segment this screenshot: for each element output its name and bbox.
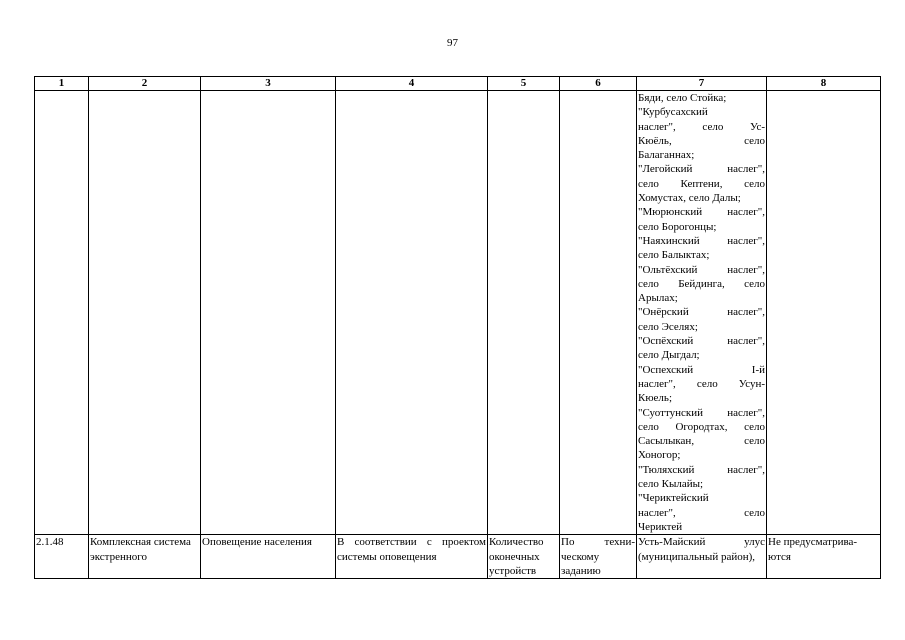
cell-continuation-1 <box>35 91 89 535</box>
table-row-2-1-48 <box>35 535 881 579</box>
location-line: село Балыктах; <box>638 249 710 262</box>
location-line: село Эселях; <box>638 320 698 333</box>
cell-continuation-5 <box>488 91 560 535</box>
location-line: Кюёль, село <box>638 134 765 147</box>
location-line: наслег", село Ус- <box>638 120 765 133</box>
cell-indicator: Количество оконечных устройств <box>488 535 560 579</box>
column-header-5: 5 <box>488 77 560 91</box>
location-line: село Кылайы; <box>638 478 704 491</box>
location-line: "Оспёхский наслег", <box>638 335 765 348</box>
cell-continuation-3 <box>201 91 336 535</box>
location-line: "Онёрский наслег", <box>638 306 765 319</box>
location-line: село Дыгдал; <box>638 349 700 362</box>
location-line: Сасылыкан, село <box>638 435 765 448</box>
location-line: "Курбусахский <box>638 106 708 119</box>
cell-value: По техни-ческому заданию <box>561 536 635 577</box>
location-line: Арылах; <box>638 292 678 305</box>
table-row-continuation <box>35 91 881 535</box>
location-line: "Ольтёхский наслег", <box>638 263 765 276</box>
cell-location: Усть-Майский улус (муниципальный район), <box>637 535 767 579</box>
column-header-2: 2 <box>89 77 201 91</box>
location-line: "Тюляхский наслег", <box>638 463 765 476</box>
location-line: Балаганнах; <box>638 149 695 162</box>
location-line: "Оспехский I-й <box>638 363 765 376</box>
location-line: наслег", село Усун- <box>638 377 765 390</box>
cell-basis: В соответствии с проектом системы оповещения <box>336 535 488 579</box>
cell-row-number: 2.1.48 <box>35 535 89 579</box>
column-header-3: 3 <box>201 77 336 91</box>
table-header-row <box>35 77 881 91</box>
column-header-8: 8 <box>767 77 881 91</box>
column-header-4: 4 <box>336 77 488 91</box>
location-line: "Суоттунский наслег", <box>638 406 765 419</box>
column-header-6: 6 <box>560 77 637 91</box>
location-line: село Кептени, село <box>638 177 765 190</box>
cell-continuation-2 <box>89 91 201 535</box>
cell-continuation-4 <box>336 91 488 535</box>
location-line: "Легойский наслег", <box>638 163 765 176</box>
cell-continuation-8 <box>767 91 881 535</box>
location-line: "Мюрюнский наслег", <box>638 206 765 219</box>
location-line: Чериктей <box>638 520 683 533</box>
location-line: Хоногор; <box>638 449 681 462</box>
document-table <box>34 76 881 579</box>
location-line: наслег", село <box>638 506 765 519</box>
location-line: село Бейдинга, село <box>638 277 765 290</box>
location-line: "Чериктейский <box>638 492 709 505</box>
location-line: Хомустах, село Далы; <box>638 192 741 205</box>
cell-system-name: Комплексная система экстренного <box>89 535 201 579</box>
location-line: Кюель; <box>638 392 672 405</box>
cell-purpose: Оповещение населения <box>201 535 336 579</box>
location-line: село Огородтах, село <box>638 420 765 433</box>
location-line: Бяди, село Стойка; <box>638 92 727 104</box>
page-number: 97 <box>447 37 458 49</box>
cell-continuation-6 <box>560 91 637 535</box>
cell-note: Не предусматрива-ются <box>767 535 881 579</box>
location-line: "Наяхинский наслег", <box>638 234 765 247</box>
location-line: село Борогонцы; <box>638 220 717 233</box>
column-header-7: 7 <box>637 77 767 91</box>
cell-continuation-7 <box>637 91 767 535</box>
column-header-1: 1 <box>35 77 89 91</box>
